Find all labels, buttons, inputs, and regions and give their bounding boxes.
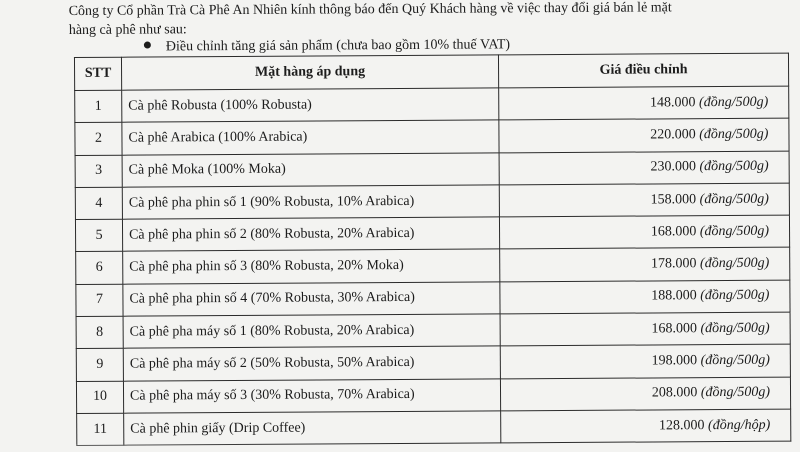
row-item: Cà phê pha phin số 1 (90% Robusta, 10% Arabica) [122, 185, 499, 220]
row-stt: 2 [75, 122, 122, 155]
row-stt: 8 [76, 316, 123, 349]
row-price [500, 280, 790, 314]
row-price [499, 151, 789, 185]
price-value: 168.000 [650, 224, 697, 240]
table-row [76, 344, 790, 381]
row-price [499, 183, 789, 217]
price-unit: (đồng/500g) [699, 223, 770, 239]
header-stt: STT [74, 57, 121, 90]
price-unit: (đồng/500g) [700, 385, 771, 401]
table-row [75, 118, 789, 155]
price-unit: (đồng/500g) [700, 320, 770, 336]
bullet-text: Điều chỉnh tăng giá sản phẩm (chưa bao gồm 10% thuế VAT) [165, 37, 511, 55]
price-value: 198.000 [651, 353, 698, 369]
table-row [76, 377, 790, 414]
table-row [76, 248, 790, 285]
header-item: Mặt hàng áp dụng [121, 55, 498, 90]
price-table [74, 53, 791, 447]
row-stt: 5 [75, 219, 122, 252]
row-item: Cà phê pha phin số 3 (80% Robusta, 20% Moka) [123, 249, 500, 284]
row-item: Cà phê pha máy số 2 (50% Robusta, 50% Arabica) [123, 346, 500, 381]
price-unit: (đồng/500g) [699, 158, 769, 175]
row-price [499, 215, 789, 249]
header-price: Giá điều chỉnh [498, 53, 788, 88]
price-value: 208.000 [651, 385, 698, 401]
table-header-row [74, 53, 788, 90]
row-stt: 4 [75, 187, 122, 220]
page-edge [0, 444, 800, 450]
intro-paragraph [69, 0, 769, 40]
row-item: Cà phê phin giấy (Drip Coffee) [124, 411, 501, 446]
row-stt: 9 [76, 349, 123, 382]
table-row [77, 409, 791, 446]
price-value: 158.000 [650, 191, 697, 207]
row-item: Cà phê Robusta (100% Robusta) [122, 88, 499, 123]
row-item: Cà phê Moka (100% Moka) [122, 152, 499, 187]
row-stt: 6 [76, 252, 123, 285]
bullet-item [144, 36, 510, 56]
price-unit: (đồng/500g) [699, 126, 769, 143]
row-item: Cà phê pha phin số 2 (80% Robusta, 20% Arabica) [122, 217, 499, 252]
table-row [75, 151, 789, 188]
table-row [75, 215, 789, 252]
price-unit: (đồng/500g) [698, 94, 769, 110]
table-row [76, 280, 790, 317]
intro-line-2: hàng cà phê như sau: [68, 22, 187, 39]
price-value: 178.000 [650, 256, 697, 272]
price-value: 230.000 [650, 159, 696, 175]
row-price [499, 86, 789, 120]
row-item: Cà phê Arabica (100% Arabica) [122, 120, 499, 155]
price-value: 188.000 [651, 288, 697, 304]
row-stt: 7 [76, 284, 123, 317]
table-row [75, 86, 789, 123]
price-value: 148.000 [649, 94, 696, 111]
price-unit: (đồng/hộp) [707, 417, 771, 433]
row-price [500, 312, 790, 346]
row-stt: 11 [77, 413, 124, 446]
row-price [500, 377, 790, 411]
bullet-dot-icon [144, 42, 151, 49]
row-stt: 10 [76, 381, 123, 414]
price-value: 128.000 [658, 417, 705, 434]
row-price [500, 344, 790, 378]
row-price [500, 248, 790, 282]
row-stt: 1 [75, 90, 122, 123]
intro-line-1: Công ty Cổ phần Trà Cà Phê An Nhiên kính thông báo đến Quý Khách hàng về việc thay đổi giá bán lẻ mặt [68, 0, 672, 20]
price-value: 220.000 [650, 127, 696, 143]
row-item: Cà phê pha máy số 3 (30% Robusta, 70% Arabica) [123, 379, 500, 414]
row-price [501, 409, 791, 443]
row-stt: 3 [75, 155, 122, 188]
row-price [499, 118, 789, 152]
row-item: Cà phê pha phin số 4 (70% Robusta, 30% Arabica) [123, 282, 500, 317]
price-unit: (đồng/500g) [700, 352, 770, 369]
row-item: Cà phê pha máy số 1 (80% Robusta, 20% Arabica) [123, 314, 500, 349]
price-unit: (đồng/500g) [699, 255, 770, 272]
price-unit: (đồng/500g) [700, 288, 770, 304]
table-row [75, 183, 789, 220]
price-unit: (đồng/500g) [699, 191, 769, 207]
table-row [76, 312, 790, 349]
price-value: 168.000 [651, 320, 697, 337]
